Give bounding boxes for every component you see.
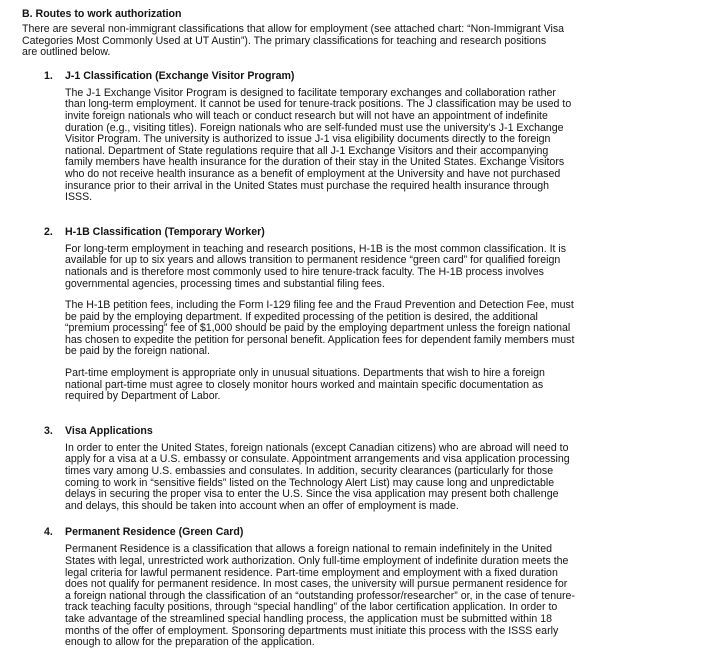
section-number: 3.	[44, 424, 53, 437]
intro-paragraph	[22, 24, 712, 59]
text-line: a foreign national through the classification of an “outstanding professor/researcher” or, in the case of tenure-	[65, 589, 575, 602]
section-title-text: J-1 Classification (Exchange Visitor Program)	[65, 69, 295, 82]
text-line: States with legal, unrestricted work authorization. Only full-time employment of indefinite duration meets the	[65, 555, 569, 567]
text-line: national part-time must agree to closely monitor hours worked and maintain specific documentation as	[65, 378, 544, 391]
text-line: In order to enter the United States, foreign nationals (except Canadian citizens) who are abroad will need to	[65, 441, 569, 454]
section-title-h1b	[44, 226, 712, 238]
text-line: insurance prior to their arrival in the United States must purchase the required health insurance through	[65, 179, 550, 192]
document-page	[22, 8, 712, 649]
text-line: be paid by the foreign national.	[65, 345, 210, 358]
text-line: nationals and is therefore most commonly used to hire tenure-track faculty. The H-1B process involves	[65, 265, 544, 278]
section-title-j1	[44, 70, 712, 82]
text-line: invite foreign nationals who will teach or conduct research but will not have an appointment of indefinite	[65, 109, 548, 122]
text-line: required by Department of Labor.	[65, 390, 221, 403]
section-title-visa	[44, 425, 712, 437]
text-line: has chosen to expedite the petition for personal benefit. Application fees for dependent family members must	[65, 333, 575, 346]
text-line: Permanent Residence is a classification that allows a foreign national to remain indefinitely in the United	[65, 543, 552, 556]
section-title-text: H-1B Classification (Temporary Worker)	[65, 225, 265, 238]
text-line: For long-term employment in teaching and research positions, H-1B is the most common classification. It is	[65, 242, 567, 255]
text-line: take advantage of the streamlined special handling process, the application must be submitted within 18	[65, 612, 553, 625]
text-line: than long-term employment. It cannot be used for tenure-track positions. The J classification may be used to	[65, 98, 572, 111]
text-line: months of the offer of employment. Sponsoring departments must initiate this process with the ISSS early	[65, 624, 559, 637]
text-line: ISSS.	[65, 191, 93, 204]
text-line: The H-1B petition fees, including the Form I-129 filing fee and the Fraud Prevention and Detection Fee, must	[65, 299, 574, 312]
text-line: duration (e.g., visiting titles). Foreign nationals who are self-funded must use the university’s J-1 Exchange	[65, 121, 564, 134]
section-number: 1.	[44, 69, 53, 82]
text-line: times vary among U.S. embassies and consulates. In addition, security clearances (particularly for those	[65, 465, 554, 478]
h1b-paragraph-overview	[65, 244, 712, 290]
text-line: are outlined below.	[22, 46, 111, 59]
text-line: There are several non-immigrant classifications that allow for employment (see attached chart: “Non-Immigrant Visa	[22, 23, 565, 35]
text-line: and delays, this should be taken into account when an offer of employment is made.	[65, 499, 459, 512]
section-title-text: Permanent Residence (Green Card)	[65, 526, 244, 539]
text-line: Visitor Program. The university is authorized to issue J-1 visa eligibility documents directly to the foreign	[65, 133, 551, 146]
text-line: Part-time employment is appropriate only in unusual situations. Departments that wish to hire a foreign	[65, 367, 545, 380]
text-line: “premium processing” fee of $1,000 should be paid by the employing department unless the foreign national	[65, 322, 571, 335]
section-number: 2.	[44, 225, 53, 238]
h1b-paragraph-fees	[65, 300, 712, 358]
text-line: does not qualify for permanent residence. In most cases, the university will pursue permanent residence for	[65, 578, 568, 591]
text-line: be paid by the employing department. If expedited processing of the petition is desired, the additional	[65, 310, 538, 323]
document-heading: B. Routes to work authorization	[22, 8, 182, 20]
text-line: governmental agencies, processing times and substantial filing fees.	[65, 277, 385, 290]
text-line: legal criteria for lawful permanent residence. Part-time employment and employment with a fixed duration	[65, 566, 558, 579]
text-line: The J-1 Exchange Visitor Program is designed to facilitate temporary exchanges and collaboration rather	[65, 86, 556, 99]
text-line: who do not receive health insurance as a benefit of employment at the University and have not purchased	[65, 167, 561, 180]
text-line: apply for a visa at a U.S. embassy or consulate. Appointment arrangements and visa application processing	[65, 453, 570, 466]
h1b-paragraph-part-time	[65, 368, 712, 403]
text-line: national. Department of State regulations require that all J-1 Exchange Visitors and their accompanying	[65, 144, 549, 157]
visa-paragraph	[65, 443, 712, 513]
text-line: delays in securing the proper visa to enter the U.S. Since the visa application may present both challenge	[65, 488, 559, 501]
permanent-residence-paragraph	[65, 544, 712, 648]
text-line: family members have health insurance for the duration of their stay in the United States. Exchange Visitors	[65, 156, 565, 169]
text-line: Categories Most Commonly Used at UT Austin”). The primary classifications for teaching and research positions	[22, 34, 547, 47]
text-line: available for up to six years and allows transition to permanent residence “green card” for qualified foreign	[65, 254, 561, 267]
section-title-permanent-residence	[44, 526, 712, 538]
section-number: 4.	[44, 526, 53, 539]
section-title-text: Visa Applications	[65, 424, 153, 437]
text-line: track teaching faculty positions, through “special handling” of the labor certification application. In order to	[65, 601, 558, 614]
text-line: enough to allow for the preparation of the application.	[65, 636, 315, 649]
j1-paragraph	[65, 88, 712, 204]
text-line: coming to work in “sensitive fields” listed on the Technology Alert List) may cause long and unpredictable	[65, 476, 555, 489]
